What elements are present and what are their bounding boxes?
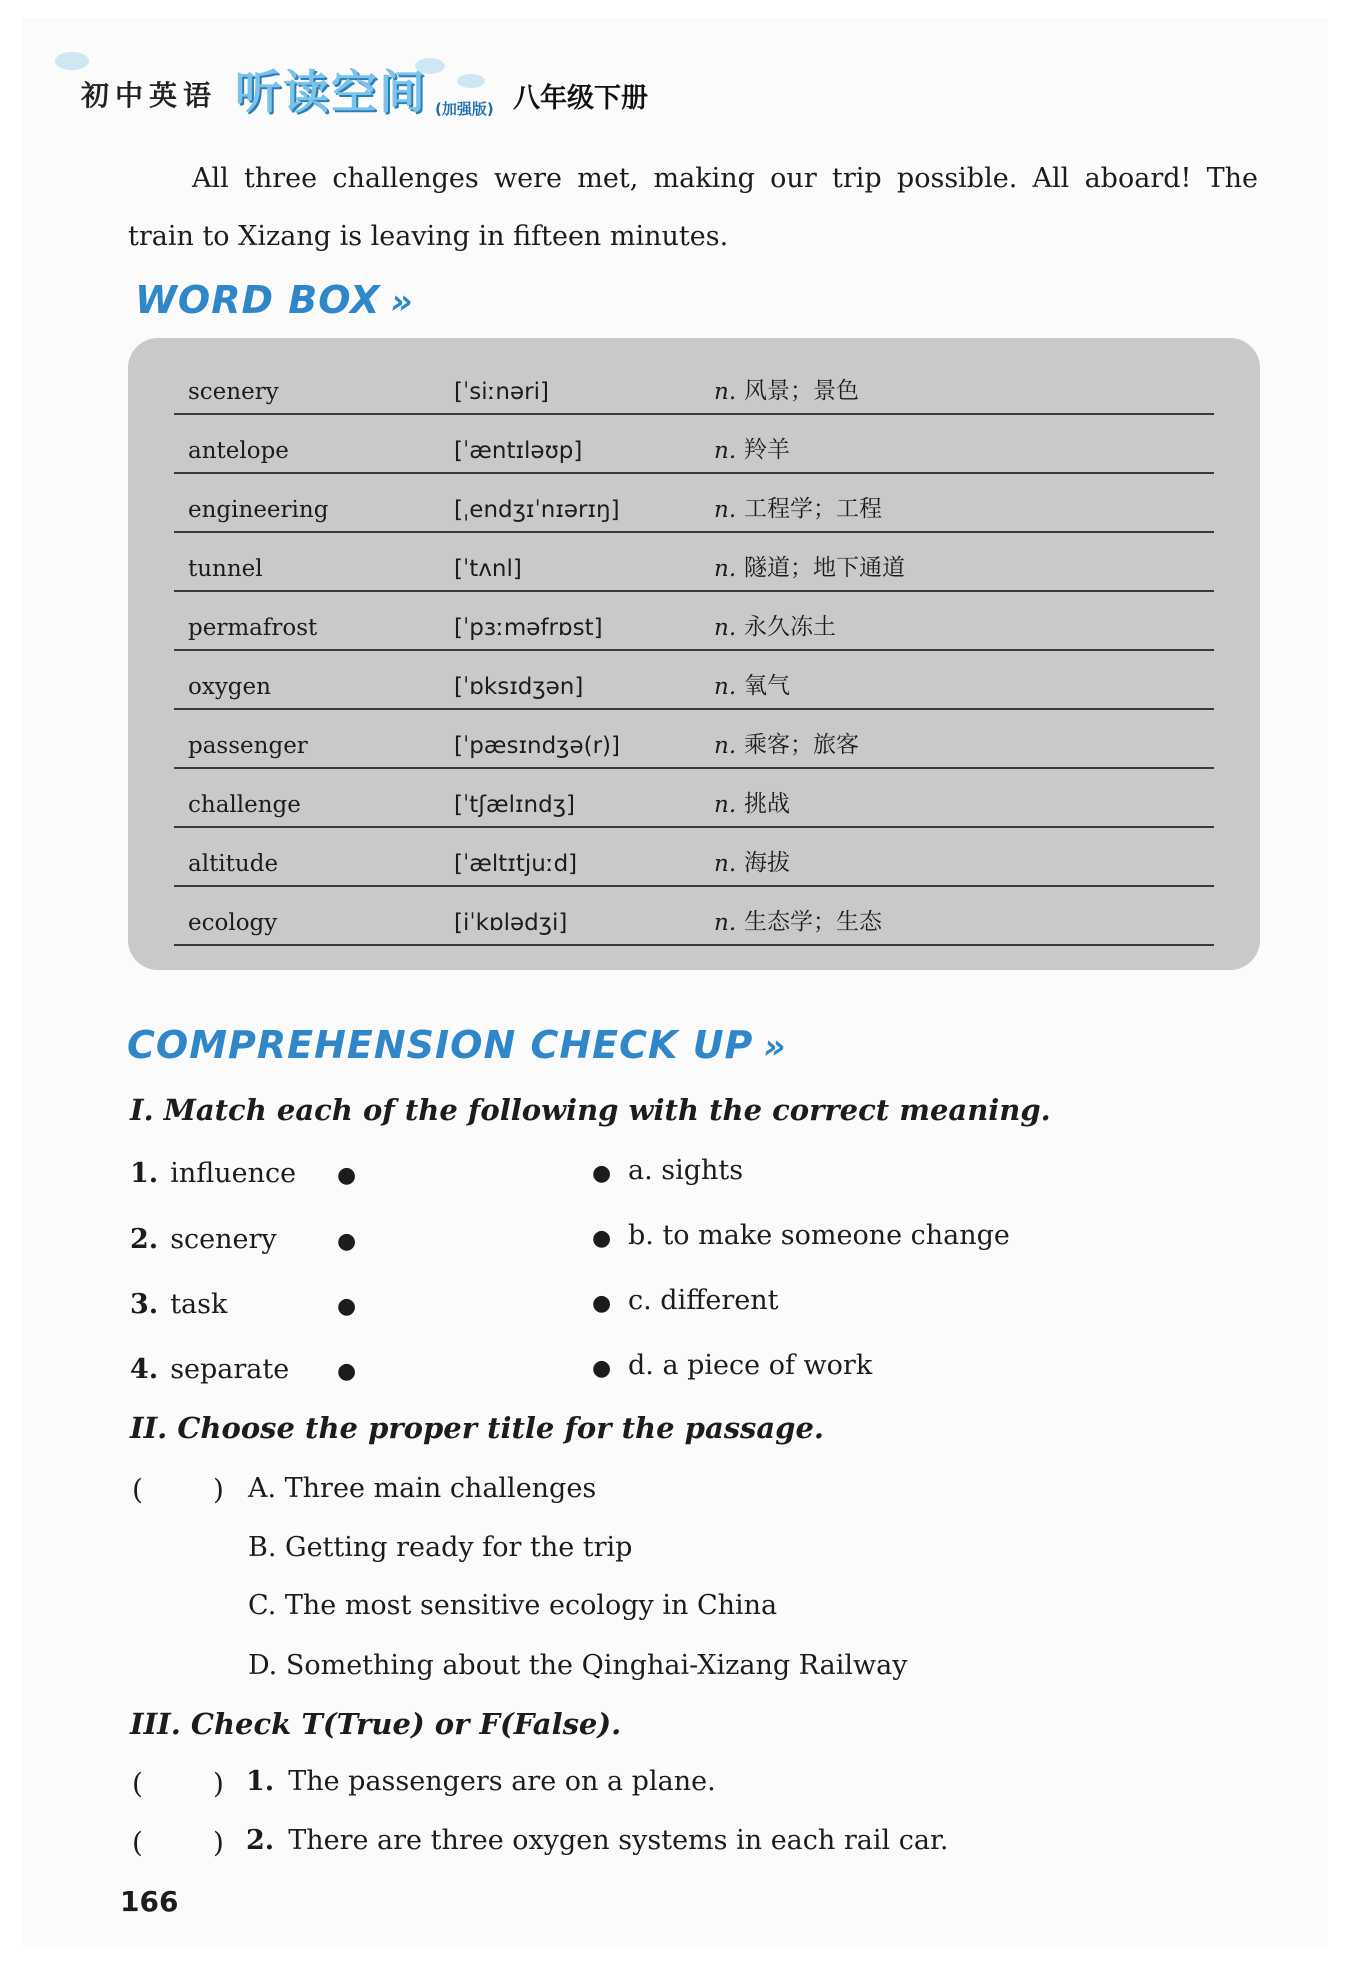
paren-open: (	[132, 1767, 143, 1800]
word-row	[174, 828, 1214, 887]
comprehension-title-text: COMPREHENSION CHECK UP	[127, 1023, 754, 1067]
part-of-speech: n.	[714, 556, 737, 582]
word-row	[174, 474, 1214, 533]
item-number: 2.	[246, 1825, 275, 1856]
item-text: The passengers are on a plane.	[288, 1766, 716, 1797]
part-2-heading: II. Choose the proper title for the passage.	[130, 1411, 825, 1445]
brand-logo: 听读空间	[235, 65, 427, 119]
vocab-word: challenge	[188, 792, 301, 818]
tf-item	[246, 1825, 948, 1856]
vocab-word: antelope	[188, 438, 289, 464]
match-dot-left[interactable]: ●	[337, 1294, 357, 1319]
part-of-speech: n.	[714, 910, 737, 936]
match-dot-left[interactable]: ●	[337, 1229, 357, 1254]
word-meaning: 羚羊	[744, 437, 790, 463]
match-right-item: b. to make someone change	[628, 1220, 1010, 1251]
word-row	[174, 651, 1214, 710]
edition-label: (加强版)	[435, 100, 494, 118]
comprehension-title	[127, 1023, 787, 1067]
word-row	[174, 533, 1214, 592]
match-dot-left[interactable]: ●	[337, 1163, 357, 1188]
cloud-decoration	[457, 74, 485, 88]
word-row	[174, 415, 1214, 474]
part-1-heading: I. Match each of the following with the correct meaning.	[130, 1093, 1051, 1127]
chevron-icon: »	[390, 282, 414, 322]
phonetic-transcription: [ˈsiːnəri]	[454, 379, 549, 405]
word-meaning: 隧道；地下通道	[744, 555, 905, 581]
word-table	[174, 356, 1214, 946]
paren-open: (	[132, 1473, 143, 1506]
part-of-speech: n.	[714, 379, 737, 405]
choice-option: D. Something about the Qinghai-Xizang Railway	[248, 1650, 908, 1681]
match-right-item: d. a piece of work	[628, 1350, 873, 1381]
tf-item	[246, 1766, 716, 1797]
paren-close: )	[212, 1767, 224, 1800]
book-header	[55, 52, 855, 122]
cloud-decoration	[55, 52, 89, 70]
word-row	[174, 356, 1214, 415]
match-dot-left[interactable]: ●	[337, 1359, 357, 1384]
series-title: 初中英语	[81, 79, 218, 112]
paren-close: )	[212, 1826, 224, 1859]
word-meaning: 生态学；生态	[744, 909, 882, 935]
answer-blank[interactable]	[132, 1826, 224, 1859]
word-row	[174, 710, 1214, 769]
match-dot-right[interactable]: ●	[592, 1161, 612, 1186]
word-meaning: 乘客；旅客	[744, 732, 859, 758]
part-of-speech: n.	[714, 438, 737, 464]
vocab-word: tunnel	[188, 556, 263, 582]
match-right-item: c. different	[628, 1285, 779, 1316]
part-of-speech: n.	[714, 851, 737, 877]
vocab-word: altitude	[188, 851, 279, 877]
phonetic-transcription: [ˈɒksɪdʒən]	[454, 674, 584, 700]
item-text: separate	[170, 1354, 290, 1385]
item-text: task	[170, 1289, 228, 1320]
item-number: 3.	[130, 1289, 159, 1320]
grade-label: 八年级下册	[513, 83, 648, 114]
word-row	[174, 769, 1214, 828]
phonetic-transcription: [ˈpɜːməfrɒst]	[454, 615, 603, 641]
word-meaning: 挑战	[744, 791, 790, 817]
part-of-speech: n.	[714, 674, 737, 700]
item-text: scenery	[170, 1224, 277, 1255]
phonetic-transcription: [ˈtʌnl]	[454, 556, 522, 582]
part-of-speech: n.	[714, 792, 737, 818]
item-text: There are three oxygen systems in each rail car.	[288, 1825, 949, 1856]
vocab-word: ecology	[188, 910, 278, 936]
answer-blank[interactable]	[132, 1473, 224, 1506]
match-dot-right[interactable]: ●	[592, 1226, 612, 1251]
phonetic-transcription: [ˌendʒɪˈnɪərɪŋ]	[454, 497, 620, 523]
choice-option: B. Getting ready for the trip	[248, 1532, 633, 1563]
phonetic-transcription: [iˈkɒlədʒi]	[454, 910, 568, 936]
phonetic-transcription: [ˈtʃælɪndʒ]	[454, 792, 575, 818]
part-of-speech: n.	[714, 615, 737, 641]
part-of-speech: n.	[714, 497, 737, 523]
word-box-title	[135, 278, 414, 322]
page-number: 166	[120, 1885, 179, 1918]
item-number: 1.	[246, 1766, 275, 1797]
chevron-icon: »	[763, 1027, 787, 1067]
item-number: 4.	[130, 1354, 159, 1385]
answer-blank[interactable]	[132, 1767, 224, 1800]
word-row	[174, 887, 1214, 946]
paren-open: (	[132, 1826, 143, 1859]
phonetic-transcription: [ˈæltɪtjuːd]	[454, 851, 578, 877]
item-text: influence	[170, 1158, 297, 1189]
word-meaning: 永久冻土	[744, 614, 836, 640]
match-left-item	[130, 1224, 277, 1255]
part-of-speech: n.	[714, 733, 737, 759]
vocab-word: passenger	[188, 733, 308, 759]
word-box-title-text: WORD BOX	[135, 278, 381, 322]
word-meaning: 工程学；工程	[744, 496, 882, 522]
word-row	[174, 592, 1214, 651]
choice-option: C. The most sensitive ecology in China	[248, 1590, 778, 1621]
vocab-word: permafrost	[188, 615, 318, 641]
word-meaning: 风景；景色	[744, 378, 859, 404]
intro-paragraph: All three challenges were met, making our trip possible. All aboard! The train to Xizang is leaving in fifteen minutes.	[128, 163, 1258, 252]
match-right-item: a. sights	[628, 1155, 744, 1186]
part-3-heading: III. Check T(True) or F(False).	[130, 1707, 622, 1741]
vocab-word: scenery	[188, 379, 279, 405]
choice-option: A. Three main challenges	[248, 1473, 597, 1504]
item-number: 2.	[130, 1224, 159, 1255]
word-box	[128, 338, 1260, 970]
match-left-item	[130, 1354, 289, 1385]
word-meaning: 氧气	[744, 673, 790, 699]
phonetic-transcription: [ˈæntɪləʊp]	[454, 438, 583, 464]
paren-close: )	[212, 1473, 224, 1506]
vocab-word: engineering	[188, 497, 329, 523]
match-left-item	[130, 1158, 296, 1189]
word-meaning: 海拔	[744, 850, 790, 876]
match-dot-right[interactable]: ●	[592, 1356, 612, 1381]
vocab-word: oxygen	[188, 674, 271, 700]
match-left-item	[130, 1289, 227, 1320]
match-dot-right[interactable]: ●	[592, 1291, 612, 1316]
item-number: 1.	[130, 1158, 159, 1189]
phonetic-transcription: [ˈpæsɪndʒə(r)]	[454, 733, 620, 759]
